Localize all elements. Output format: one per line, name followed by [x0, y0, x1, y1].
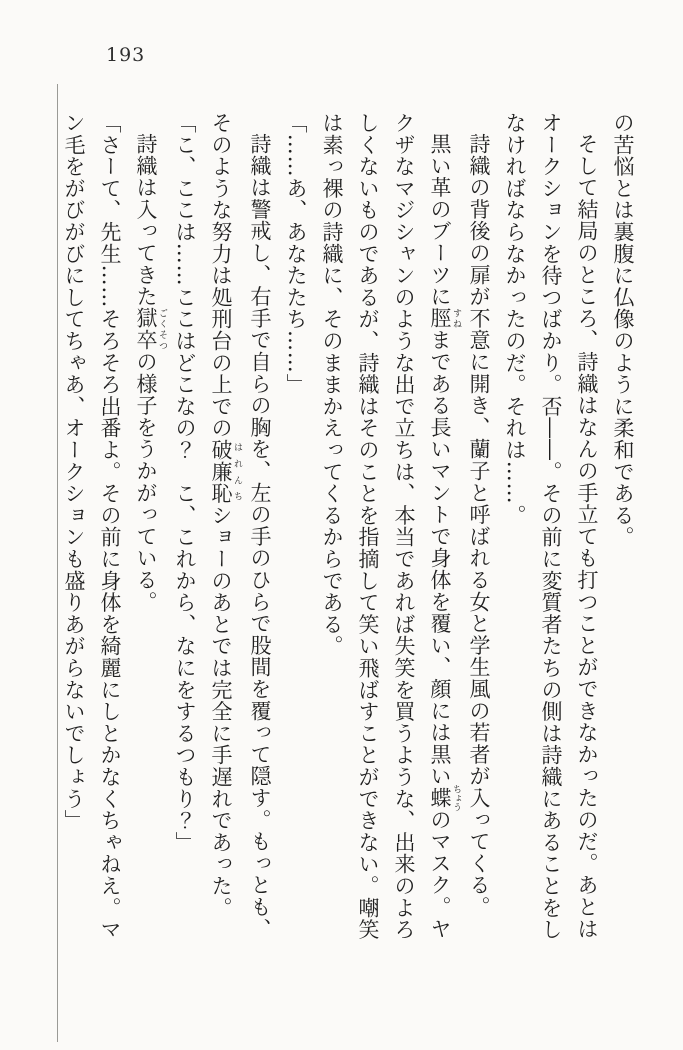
text-line: オークションを待つばかり。否――。その前に変質者たちの側は詩織にあることをし [539, 112, 563, 941]
ruby-annotated-word: 脛 すね [428, 307, 461, 330]
ruby-annotated-word: 蝶 ちょう [428, 784, 461, 812]
text-line: なければならなかったのだ。それは……。 [503, 112, 527, 527]
text-line: 「こ、ここは……ここはどこなの？ こ、これから、なにをするつもり？」 [173, 112, 197, 854]
text-line: 黒い革のブーツに脛 すねまである長いマントで身体を覆い、顔には黒い蝶 ちょうのマスク。ヤ [428, 133, 461, 940]
text-line: 詩織の背後の扉が不意に開き、蘭子と呼ばれる女と学生風の若者が入ってくる。 [467, 133, 491, 918]
text-line: 詩織は入ってきた獄卒 ごくそつの様子をうかがっている。 [134, 133, 167, 613]
text-line: の苦悩とは裏腹に仏像のように柔和である。 [611, 112, 635, 548]
text-line: 「さーて、先生……そろそろ出番よ。その前に身体を綺麗にしとかなくちゃねえ。マ [98, 112, 122, 941]
ruby-annotated-word: 破廉恥 はれんち [209, 439, 242, 505]
text-line: そのような努力は処刑台の上での破廉恥 はれんちショーのあとでは完全に手遅れであった。 [209, 112, 242, 919]
ruby-annotated-word: 獄卒 ごくそつ [134, 307, 167, 352]
page-number: 193 [106, 44, 146, 66]
text-block [56, 112, 641, 944]
text-line: しくないものであるが、詩織はそのことを指摘して笑い飛ばすことができない。嘲笑 [356, 112, 380, 941]
text-line: は素っ裸の詩織に、そのままかえってくるからである。 [320, 112, 344, 657]
text-line: ン毛をがびがびにしてちゃあ、オークションも盛りあがらないでしょう」 [62, 112, 86, 832]
text-line: 詩織は警戒し、右手で自らの胸を、左の手のひらで股間を覆って隠す。もっとも、 [248, 133, 272, 940]
text-line: クザなマジシャンのような出で立ちは、本当であれば失笑を買うような、出来のよろ [392, 112, 416, 941]
text-line: そして結局のところ、詩織はなんの手立ても打つことができなかったのだ。あとは [575, 133, 599, 940]
text-line: 「……あ、あなたたち……」 [284, 112, 308, 396]
